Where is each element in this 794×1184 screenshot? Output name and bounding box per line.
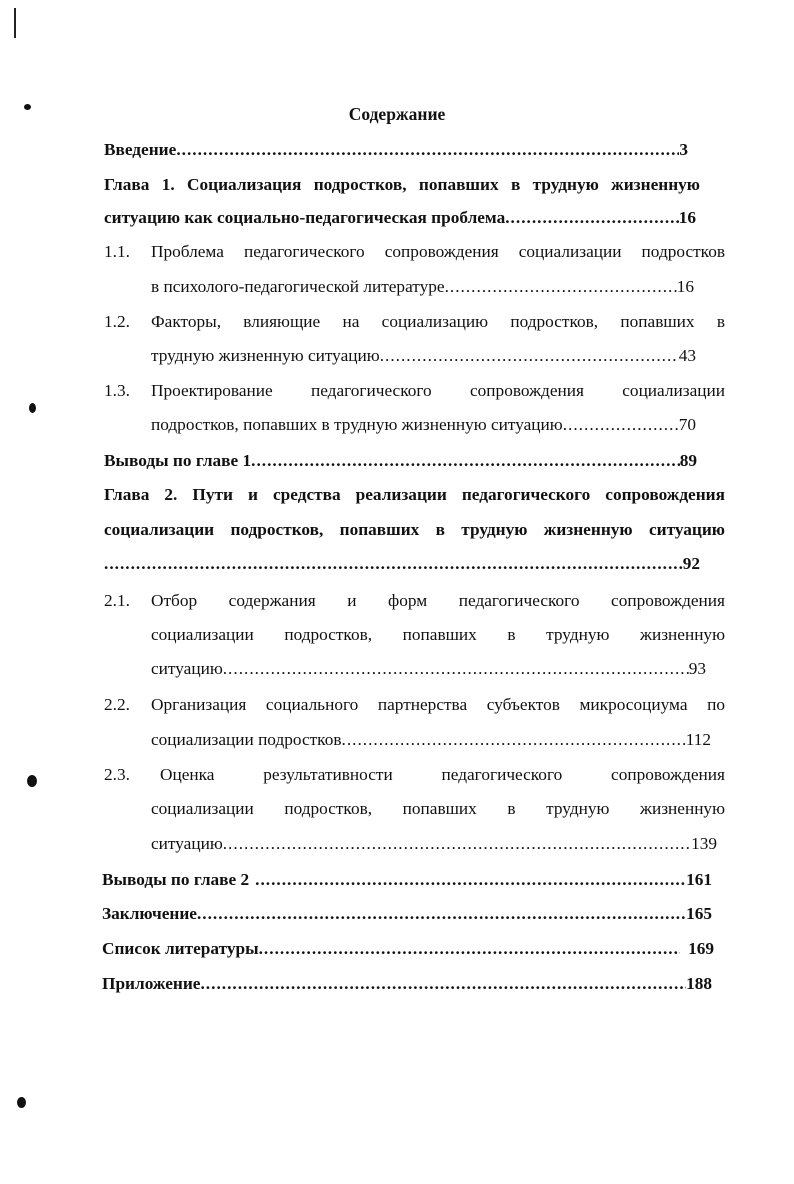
toc-entry-conclusions-2[interactable] [102, 868, 712, 892]
toc-page: 139 [691, 834, 717, 853]
toc-entry-1-3[interactable] [151, 413, 696, 437]
toc-leader [563, 413, 679, 437]
toc-section-2-3-text-1[interactable]: Оценка результативности педагогического сопровождения [160, 765, 725, 784]
toc-section-number: 1.1. [104, 242, 130, 261]
toc-section-2-3-text-2[interactable]: социализации подростков, попавших в трудную жизненную [151, 799, 725, 818]
scan-speck [29, 403, 36, 413]
toc-page: 43 [678, 346, 696, 365]
toc-page: 165 [686, 904, 712, 923]
toc-chapter-2-line-1[interactable]: Глава 2. Пути и средства реализации педагогического сопровождения [104, 485, 725, 504]
toc-leader [223, 657, 689, 681]
toc-section-2-1-text-2[interactable]: социализации подростков, попавших в трудную жизненную [151, 625, 725, 644]
toc-section-2-2-text[interactable]: Организация социального партнерства субъектов микросоциума по [151, 695, 725, 714]
toc-leader [223, 832, 691, 856]
toc-section-1-3-text[interactable]: Проектирование педагогического сопровождения социализации [151, 381, 725, 400]
toc-chapter-1-line[interactable]: Глава 1. Социализация подростков, попавших в трудную жизненную [104, 175, 700, 194]
toc-page: 188 [686, 974, 712, 993]
toc-section-1-3-number: 1.3. [104, 381, 130, 400]
toc-label: Список литературы [102, 939, 259, 958]
toc-entry-2-2[interactable] [151, 728, 711, 752]
toc-section-1-2-number: 1.2. [104, 312, 130, 331]
toc-leader [104, 552, 683, 576]
toc-entry-chapter-2[interactable] [104, 552, 700, 576]
page-title: Содержание [348, 104, 446, 124]
toc-page: 16 [678, 208, 696, 227]
toc-label: в психолого-педагогической литературе [151, 277, 445, 296]
toc-section-2-3-number: 2.3. [104, 765, 130, 784]
toc-label: Выводы по главе 2 [102, 870, 250, 889]
toc-label: Выводы по главе 1 [104, 451, 252, 470]
toc-entry-1-1[interactable] [151, 275, 694, 299]
toc-entry-intro[interactable] [104, 138, 688, 162]
toc-label: ситуацию [151, 659, 223, 678]
toc-page: 3 [679, 140, 688, 159]
toc-label: Приложение [102, 974, 201, 993]
toc-leader [380, 344, 679, 368]
toc-entry-conclusions-1[interactable] [104, 449, 697, 473]
toc-leader [251, 449, 680, 473]
toc-label: ситуацию как социально-педагогическая проблема [104, 208, 506, 227]
toc-label: Заключение [102, 904, 197, 923]
toc-leader [445, 275, 677, 299]
toc-leader [200, 972, 686, 996]
toc-label: ситуацию [151, 834, 223, 853]
toc-section-2-1-text-1[interactable]: Отбор содержания и форм педагогического сопровождения [151, 591, 725, 610]
scan-speck [27, 775, 37, 787]
toc-entry-2-1[interactable] [151, 657, 706, 681]
toc-section-1-2-text[interactable]: Факторы, влияющие на социализацию подростков, попавших в [151, 312, 725, 331]
toc-section-2-2-number: 2.2. [104, 695, 130, 714]
toc-label: социализации подростков [151, 730, 342, 749]
toc-leader [342, 728, 686, 752]
toc-entry-references[interactable] [102, 937, 714, 961]
toc-page: 161 [686, 870, 712, 889]
toc-page: 169 [688, 939, 714, 958]
toc-leader [197, 902, 686, 926]
toc-label: трудную жизненную ситуацию [151, 346, 380, 365]
toc-page: 93 [688, 659, 706, 678]
toc-page: 16 [676, 277, 694, 296]
toc-label: подростков, попавших в трудную жизненную ситуацию [151, 415, 563, 434]
toc-leader [259, 937, 680, 961]
toc-entry-chapter-1[interactable] [104, 206, 696, 230]
toc-page: 89 [679, 451, 697, 470]
toc-leader [255, 868, 686, 892]
scan-mark [14, 8, 16, 38]
toc-page: 92 [682, 554, 700, 573]
toc-chapter-2-line-2[interactable]: социализации подростков, попавших в трудную жизненную ситуацию [104, 520, 725, 539]
toc-section-2-1-number: 2.1. [104, 591, 130, 610]
toc-page: 70 [678, 415, 696, 434]
scan-speck [17, 1097, 26, 1108]
toc-label: Введение [104, 140, 177, 159]
toc-leader [176, 138, 679, 162]
toc-entry-conclusion[interactable] [102, 902, 712, 926]
toc-entry-appendix[interactable] [102, 972, 712, 996]
toc-entry-2-3[interactable] [151, 832, 717, 856]
toc-entry-1-2[interactable] [151, 344, 696, 368]
toc-section-1-1-text[interactable]: Проблема педагогического сопровождения социализации подростков [151, 242, 725, 261]
toc-leader [505, 206, 678, 230]
toc-page: 112 [685, 730, 711, 749]
